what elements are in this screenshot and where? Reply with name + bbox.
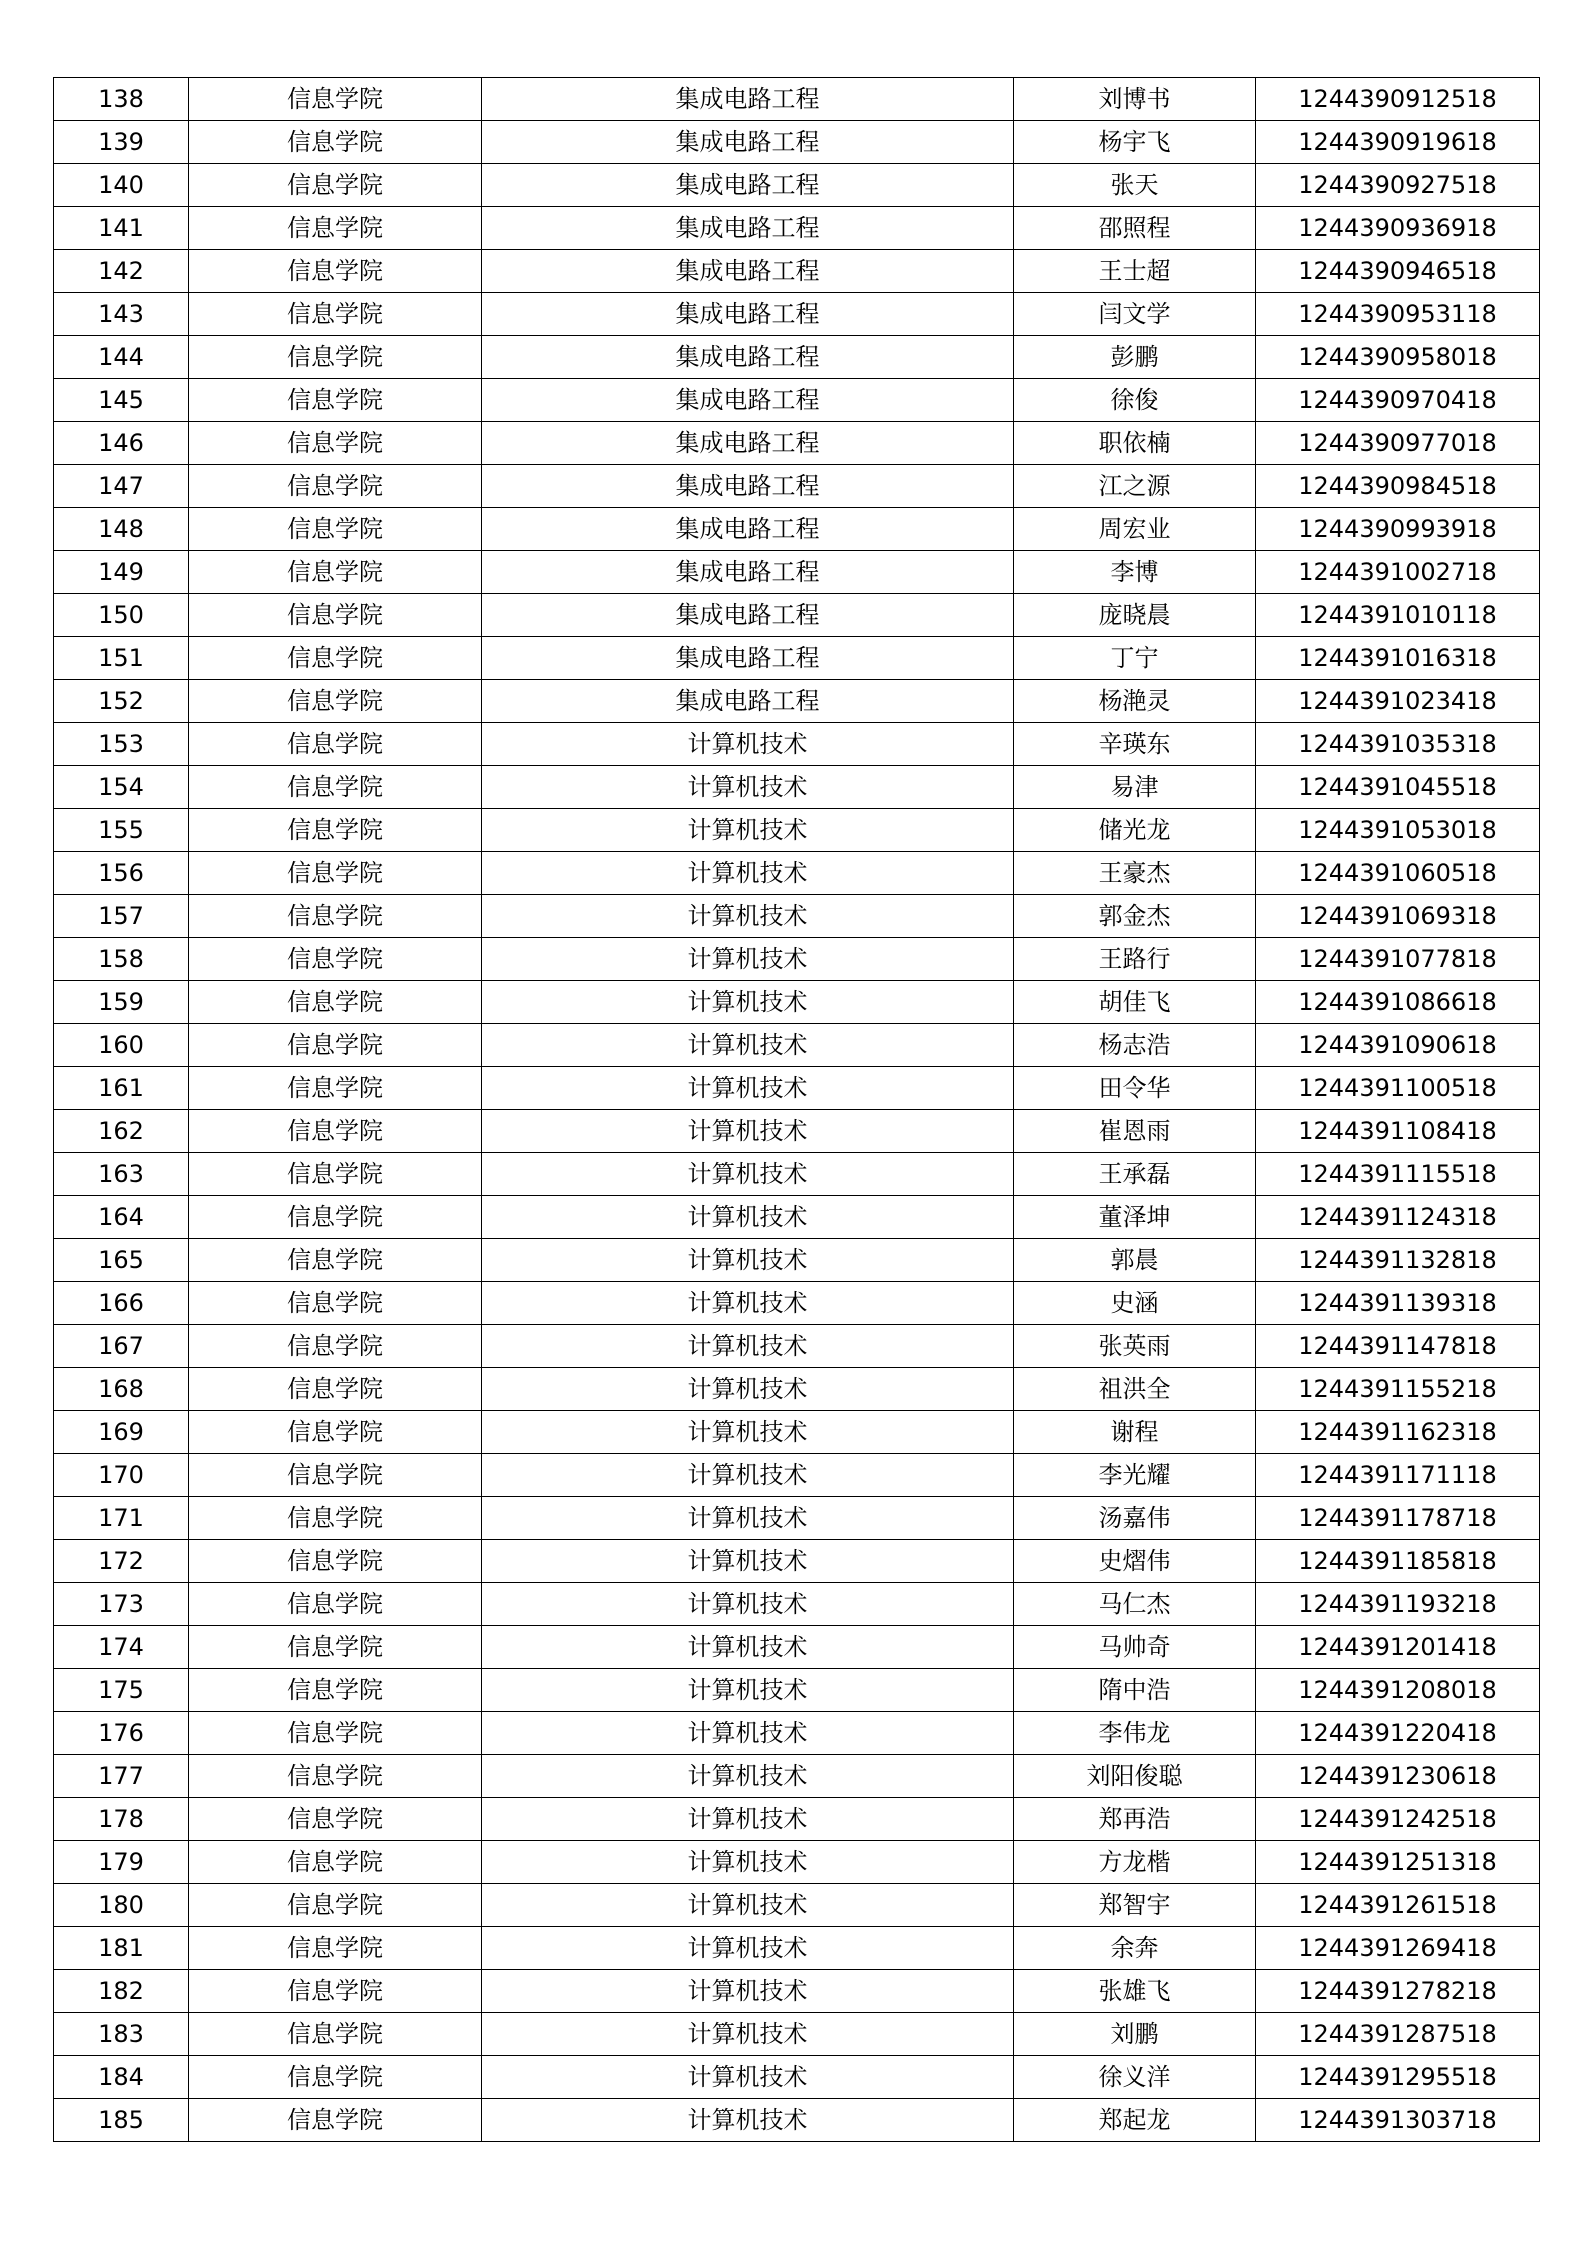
student-name-cell: 田令华 [1014,1067,1256,1110]
college-cell: 信息学院 [189,2099,482,2142]
student-name-cell: 邵照程 [1014,207,1256,250]
major-cell: 计算机技术 [482,1368,1014,1411]
student-name-cell: 江之源 [1014,465,1256,508]
table-row [54,1497,1540,1540]
candidate-id-cell: 1244391045518 [1256,766,1540,809]
row-number-cell: 144 [54,336,189,379]
row-number-cell: 149 [54,551,189,594]
major-cell: 计算机技术 [482,981,1014,1024]
table-row [54,1282,1540,1325]
major-cell: 集成电路工程 [482,121,1014,164]
table-row [54,766,1540,809]
college-cell: 信息学院 [189,508,482,551]
college-cell: 信息学院 [189,250,482,293]
college-cell: 信息学院 [189,1841,482,1884]
college-cell: 信息学院 [189,2013,482,2056]
candidate-id-cell: 1244391251318 [1256,1841,1540,1884]
major-cell: 计算机技术 [482,1884,1014,1927]
row-number-cell: 167 [54,1325,189,1368]
candidate-id-cell: 1244391016318 [1256,637,1540,680]
table-row [54,2099,1540,2142]
candidate-id-cell: 1244391185818 [1256,1540,1540,1583]
row-number-cell: 174 [54,1626,189,1669]
college-cell: 信息学院 [189,1798,482,1841]
row-number-cell: 183 [54,2013,189,2056]
major-cell: 计算机技术 [482,1669,1014,1712]
table-row [54,1110,1540,1153]
candidate-id-cell: 1244391060518 [1256,852,1540,895]
student-name-cell: 易津 [1014,766,1256,809]
row-number-cell: 142 [54,250,189,293]
major-cell: 集成电路工程 [482,379,1014,422]
roster-table [53,77,1540,2142]
row-number-cell: 138 [54,78,189,121]
row-number-cell: 158 [54,938,189,981]
table-row [54,1239,1540,1282]
table-row [54,1454,1540,1497]
table-row [54,1712,1540,1755]
college-cell: 信息学院 [189,1067,482,1110]
major-cell: 计算机技术 [482,1798,1014,1841]
candidate-id-cell: 1244391242518 [1256,1798,1540,1841]
student-name-cell: 郑起龙 [1014,2099,1256,2142]
candidate-id-cell: 1244391023418 [1256,680,1540,723]
table-row [54,1153,1540,1196]
row-number-cell: 178 [54,1798,189,1841]
college-cell: 信息学院 [189,637,482,680]
student-name-cell: 郑再浩 [1014,1798,1256,1841]
row-number-cell: 152 [54,680,189,723]
major-cell: 计算机技术 [482,1540,1014,1583]
candidate-id-cell: 1244390953118 [1256,293,1540,336]
row-number-cell: 159 [54,981,189,1024]
row-number-cell: 170 [54,1454,189,1497]
candidate-id-cell: 1244391035318 [1256,723,1540,766]
candidate-id-cell: 1244391090618 [1256,1024,1540,1067]
college-cell: 信息学院 [189,1583,482,1626]
major-cell: 计算机技术 [482,1153,1014,1196]
row-number-cell: 179 [54,1841,189,1884]
college-cell: 信息学院 [189,1712,482,1755]
college-cell: 信息学院 [189,1411,482,1454]
candidate-id-cell: 1244390984518 [1256,465,1540,508]
table-row [54,250,1540,293]
table-row [54,1325,1540,1368]
student-name-cell: 史涵 [1014,1282,1256,1325]
college-cell: 信息学院 [189,1110,482,1153]
row-number-cell: 176 [54,1712,189,1755]
row-number-cell: 154 [54,766,189,809]
major-cell: 计算机技术 [482,1067,1014,1110]
row-number-cell: 177 [54,1755,189,1798]
major-cell: 计算机技术 [482,723,1014,766]
row-number-cell: 172 [54,1540,189,1583]
table-row [54,336,1540,379]
college-cell: 信息学院 [189,809,482,852]
table-row [54,422,1540,465]
major-cell: 计算机技术 [482,2013,1014,2056]
major-cell: 计算机技术 [482,1927,1014,1970]
student-name-cell: 胡佳飞 [1014,981,1256,1024]
college-cell: 信息学院 [189,1368,482,1411]
major-cell: 集成电路工程 [482,508,1014,551]
major-cell: 集成电路工程 [482,250,1014,293]
major-cell: 计算机技术 [482,1626,1014,1669]
major-cell: 计算机技术 [482,1196,1014,1239]
student-name-cell: 王承磊 [1014,1153,1256,1196]
row-number-cell: 165 [54,1239,189,1282]
major-cell: 计算机技术 [482,1970,1014,2013]
student-name-cell: 刘鹏 [1014,2013,1256,2056]
college-cell: 信息学院 [189,2056,482,2099]
table-row [54,207,1540,250]
row-number-cell: 185 [54,2099,189,2142]
table-row [54,1970,1540,2013]
college-cell: 信息学院 [189,1927,482,1970]
candidate-id-cell: 1244391139318 [1256,1282,1540,1325]
student-name-cell: 徐义洋 [1014,2056,1256,2099]
student-name-cell: 彭鹏 [1014,336,1256,379]
college-cell: 信息学院 [189,336,482,379]
major-cell: 计算机技术 [482,1325,1014,1368]
student-name-cell: 马帅奇 [1014,1626,1256,1669]
table-row [54,1798,1540,1841]
candidate-id-cell: 1244390946518 [1256,250,1540,293]
candidate-id-cell: 1244391147818 [1256,1325,1540,1368]
row-number-cell: 139 [54,121,189,164]
row-number-cell: 150 [54,594,189,637]
college-cell: 信息学院 [189,981,482,1024]
row-number-cell: 175 [54,1669,189,1712]
college-cell: 信息学院 [189,379,482,422]
major-cell: 计算机技术 [482,1411,1014,1454]
student-name-cell: 方龙楷 [1014,1841,1256,1884]
candidate-id-cell: 1244391124318 [1256,1196,1540,1239]
table-row [54,938,1540,981]
row-number-cell: 181 [54,1927,189,1970]
candidate-id-cell: 1244390936918 [1256,207,1540,250]
student-name-cell: 刘阳俊聪 [1014,1755,1256,1798]
table-row [54,1927,1540,1970]
major-cell: 集成电路工程 [482,78,1014,121]
major-cell: 计算机技术 [482,895,1014,938]
major-cell: 计算机技术 [482,1024,1014,1067]
student-name-cell: 郑智宇 [1014,1884,1256,1927]
table-row [54,379,1540,422]
candidate-id-cell: 1244390958018 [1256,336,1540,379]
candidate-id-cell: 1244391002718 [1256,551,1540,594]
college-cell: 信息学院 [189,121,482,164]
college-cell: 信息学院 [189,1454,482,1497]
table-row [54,508,1540,551]
table-row [54,1540,1540,1583]
row-number-cell: 182 [54,1970,189,2013]
row-number-cell: 166 [54,1282,189,1325]
college-cell: 信息学院 [189,1884,482,1927]
major-cell: 集成电路工程 [482,164,1014,207]
college-cell: 信息学院 [189,1024,482,1067]
candidate-id-cell: 1244391261518 [1256,1884,1540,1927]
table-row [54,1884,1540,1927]
row-number-cell: 180 [54,1884,189,1927]
student-name-cell: 刘博书 [1014,78,1256,121]
student-name-cell: 王豪杰 [1014,852,1256,895]
table-row [54,1669,1540,1712]
table-row [54,121,1540,164]
candidate-id-cell: 1244391069318 [1256,895,1540,938]
college-cell: 信息学院 [189,594,482,637]
college-cell: 信息学院 [189,1970,482,2013]
row-number-cell: 147 [54,465,189,508]
candidate-id-cell: 1244390912518 [1256,78,1540,121]
table-row [54,680,1540,723]
table-row [54,1755,1540,1798]
major-cell: 集成电路工程 [482,465,1014,508]
table-row [54,637,1540,680]
table-row [54,78,1540,121]
table-row [54,852,1540,895]
student-name-cell: 郭金杰 [1014,895,1256,938]
college-cell: 信息学院 [189,1153,482,1196]
table-row [54,465,1540,508]
college-cell: 信息学院 [189,207,482,250]
student-name-cell: 闫文学 [1014,293,1256,336]
college-cell: 信息学院 [189,1669,482,1712]
student-name-cell: 储光龙 [1014,809,1256,852]
college-cell: 信息学院 [189,938,482,981]
candidate-id-cell: 1244390993918 [1256,508,1540,551]
student-name-cell: 马仁杰 [1014,1583,1256,1626]
student-name-cell: 庞晓晨 [1014,594,1256,637]
candidate-id-cell: 1244391201418 [1256,1626,1540,1669]
major-cell: 集成电路工程 [482,207,1014,250]
college-cell: 信息学院 [189,1626,482,1669]
candidate-id-cell: 1244391086618 [1256,981,1540,1024]
table-row [54,1196,1540,1239]
major-cell: 集成电路工程 [482,422,1014,465]
major-cell: 计算机技术 [482,1239,1014,1282]
student-name-cell: 李伟龙 [1014,1712,1256,1755]
candidate-id-cell: 1244391162318 [1256,1411,1540,1454]
student-name-cell: 辛瑛东 [1014,723,1256,766]
table-row [54,981,1540,1024]
major-cell: 集成电路工程 [482,336,1014,379]
student-name-cell: 郭晨 [1014,1239,1256,1282]
row-number-cell: 162 [54,1110,189,1153]
row-number-cell: 160 [54,1024,189,1067]
candidate-id-cell: 1244390919618 [1256,121,1540,164]
candidate-id-cell: 1244391108418 [1256,1110,1540,1153]
student-name-cell: 汤嘉伟 [1014,1497,1256,1540]
college-cell: 信息学院 [189,852,482,895]
student-name-cell: 张雄飞 [1014,1970,1256,2013]
candidate-id-cell: 1244391230618 [1256,1755,1540,1798]
candidate-id-cell: 1244391193218 [1256,1583,1540,1626]
student-name-cell: 张天 [1014,164,1256,207]
college-cell: 信息学院 [189,680,482,723]
table-row [54,1583,1540,1626]
row-number-cell: 151 [54,637,189,680]
college-cell: 信息学院 [189,1497,482,1540]
row-number-cell: 164 [54,1196,189,1239]
row-number-cell: 184 [54,2056,189,2099]
table-row [54,2013,1540,2056]
table-row [54,1368,1540,1411]
major-cell: 计算机技术 [482,938,1014,981]
student-name-cell: 谢程 [1014,1411,1256,1454]
major-cell: 集成电路工程 [482,680,1014,723]
college-cell: 信息学院 [189,766,482,809]
candidate-id-cell: 1244391155218 [1256,1368,1540,1411]
row-number-cell: 148 [54,508,189,551]
student-name-cell: 史熠伟 [1014,1540,1256,1583]
table-row [54,1067,1540,1110]
row-number-cell: 145 [54,379,189,422]
college-cell: 信息学院 [189,465,482,508]
student-name-cell: 杨滟灵 [1014,680,1256,723]
student-name-cell: 周宏业 [1014,508,1256,551]
major-cell: 集成电路工程 [482,551,1014,594]
major-cell: 计算机技术 [482,1583,1014,1626]
college-cell: 信息学院 [189,1325,482,1368]
row-number-cell: 169 [54,1411,189,1454]
candidate-id-cell: 1244390927518 [1256,164,1540,207]
table-row [54,551,1540,594]
table-row [54,1411,1540,1454]
table-row [54,164,1540,207]
candidate-id-cell: 1244391132818 [1256,1239,1540,1282]
student-name-cell: 杨宇飞 [1014,121,1256,164]
row-number-cell: 153 [54,723,189,766]
student-name-cell: 丁宁 [1014,637,1256,680]
student-name-cell: 职依楠 [1014,422,1256,465]
row-number-cell: 141 [54,207,189,250]
row-number-cell: 168 [54,1368,189,1411]
college-cell: 信息学院 [189,551,482,594]
major-cell: 计算机技术 [482,1497,1014,1540]
row-number-cell: 143 [54,293,189,336]
major-cell: 计算机技术 [482,809,1014,852]
major-cell: 计算机技术 [482,1755,1014,1798]
student-name-cell: 董泽坤 [1014,1196,1256,1239]
college-cell: 信息学院 [189,422,482,465]
college-cell: 信息学院 [189,1196,482,1239]
candidate-id-cell: 1244391287518 [1256,2013,1540,2056]
student-name-cell: 徐俊 [1014,379,1256,422]
table-row [54,594,1540,637]
major-cell: 集成电路工程 [482,594,1014,637]
candidate-id-cell: 1244391100518 [1256,1067,1540,1110]
candidate-id-cell: 1244390970418 [1256,379,1540,422]
college-cell: 信息学院 [189,723,482,766]
row-number-cell: 140 [54,164,189,207]
table-row [54,895,1540,938]
candidate-id-cell: 1244391269418 [1256,1927,1540,1970]
row-number-cell: 173 [54,1583,189,1626]
major-cell: 集成电路工程 [482,293,1014,336]
major-cell: 计算机技术 [482,2056,1014,2099]
major-cell: 计算机技术 [482,1712,1014,1755]
roster-table-body [54,78,1540,2142]
college-cell: 信息学院 [189,78,482,121]
college-cell: 信息学院 [189,164,482,207]
candidate-id-cell: 1244391295518 [1256,2056,1540,2099]
table-row [54,1626,1540,1669]
major-cell: 计算机技术 [482,766,1014,809]
major-cell: 计算机技术 [482,1454,1014,1497]
row-number-cell: 146 [54,422,189,465]
student-name-cell: 余奔 [1014,1927,1256,1970]
college-cell: 信息学院 [189,1540,482,1583]
major-cell: 集成电路工程 [482,637,1014,680]
college-cell: 信息学院 [189,1282,482,1325]
student-name-cell: 隋中浩 [1014,1669,1256,1712]
row-number-cell: 157 [54,895,189,938]
table-row [54,1024,1540,1067]
major-cell: 计算机技术 [482,852,1014,895]
major-cell: 计算机技术 [482,1282,1014,1325]
student-name-cell: 李光耀 [1014,1454,1256,1497]
major-cell: 计算机技术 [482,2099,1014,2142]
candidate-id-cell: 1244391178718 [1256,1497,1540,1540]
candidate-id-cell: 1244391171118 [1256,1454,1540,1497]
college-cell: 信息学院 [189,895,482,938]
candidate-id-cell: 1244391077818 [1256,938,1540,981]
major-cell: 计算机技术 [482,1841,1014,1884]
table-row [54,293,1540,336]
row-number-cell: 171 [54,1497,189,1540]
student-name-cell: 王路行 [1014,938,1256,981]
student-name-cell: 祖洪全 [1014,1368,1256,1411]
table-row [54,809,1540,852]
student-name-cell: 崔恩雨 [1014,1110,1256,1153]
student-name-cell: 杨志浩 [1014,1024,1256,1067]
candidate-id-cell: 1244391208018 [1256,1669,1540,1712]
candidate-id-cell: 1244391220418 [1256,1712,1540,1755]
candidate-id-cell: 1244391115518 [1256,1153,1540,1196]
candidate-id-cell: 1244391010118 [1256,594,1540,637]
row-number-cell: 156 [54,852,189,895]
student-name-cell: 张英雨 [1014,1325,1256,1368]
candidate-id-cell: 1244390977018 [1256,422,1540,465]
student-name-cell: 李博 [1014,551,1256,594]
college-cell: 信息学院 [189,1239,482,1282]
college-cell: 信息学院 [189,293,482,336]
candidate-id-cell: 1244391303718 [1256,2099,1540,2142]
row-number-cell: 155 [54,809,189,852]
row-number-cell: 161 [54,1067,189,1110]
candidate-id-cell: 1244391278218 [1256,1970,1540,2013]
table-row [54,2056,1540,2099]
table-row [54,723,1540,766]
row-number-cell: 163 [54,1153,189,1196]
student-name-cell: 王士超 [1014,250,1256,293]
candidate-id-cell: 1244391053018 [1256,809,1540,852]
major-cell: 计算机技术 [482,1110,1014,1153]
table-row [54,1841,1540,1884]
college-cell: 信息学院 [189,1755,482,1798]
